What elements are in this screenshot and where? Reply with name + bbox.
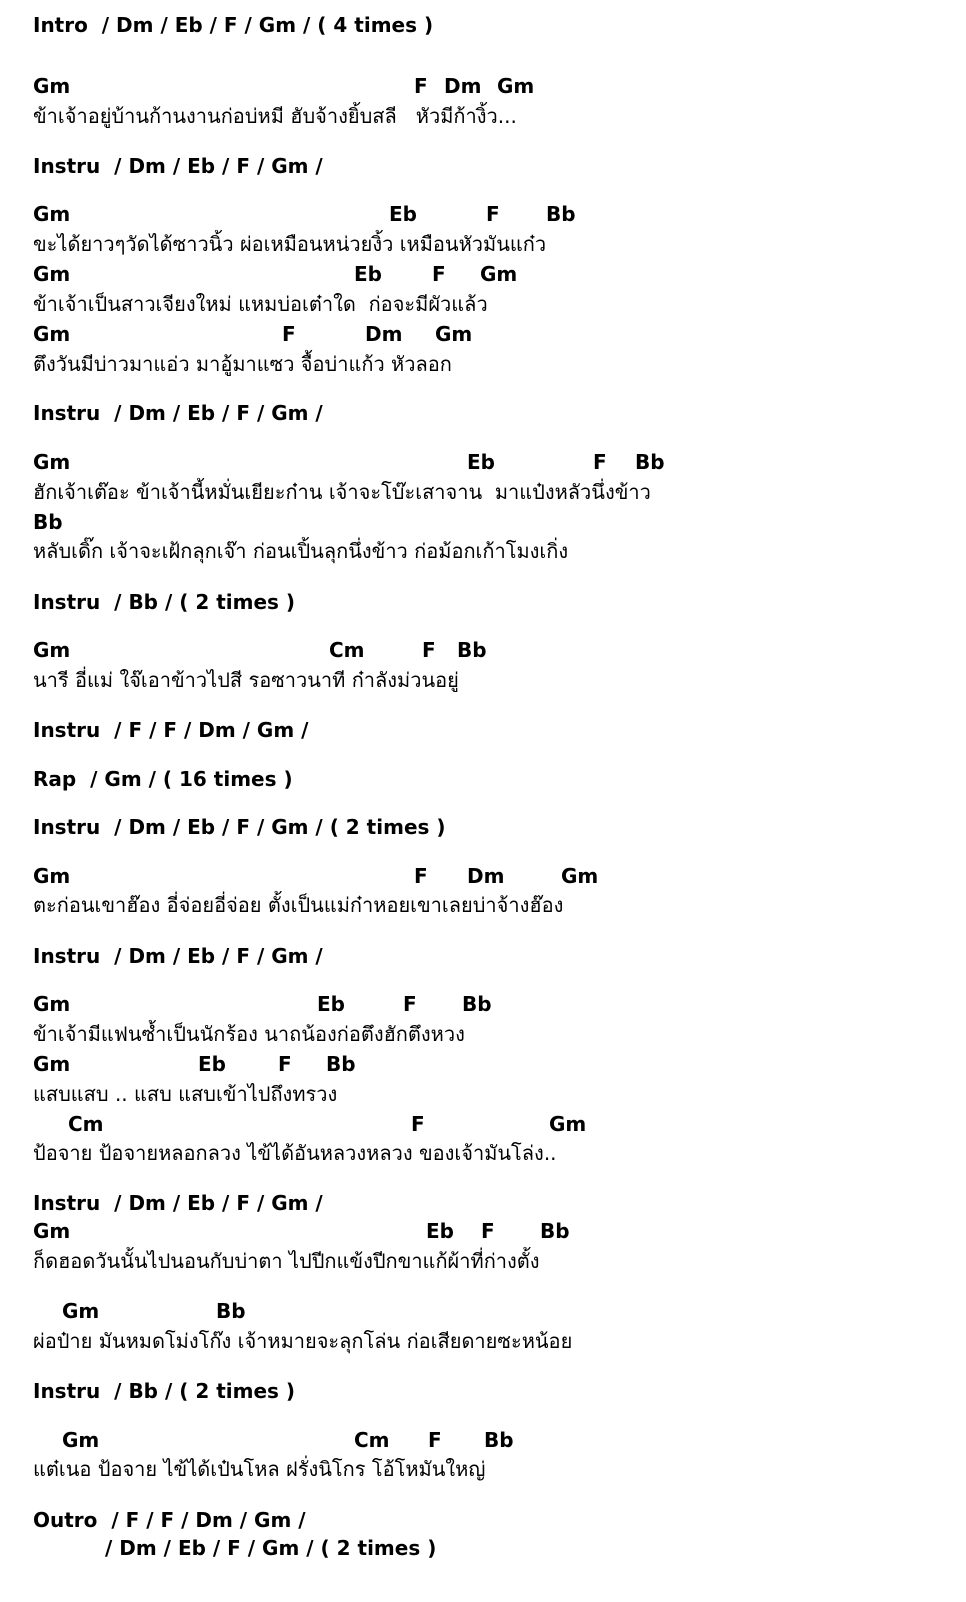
section-instru: Instru / Bb / ( 2 times ) <box>33 1379 296 1403</box>
chord: Gm <box>62 1299 100 1323</box>
chord: F <box>486 202 500 226</box>
lyric-line: ข้าเจ้าเป็นสาวเจียงใหม่ แหมบ่อเต๋าใด ก่อจะมีผัวแล้ว <box>33 292 488 316</box>
chord: Dm <box>467 864 505 888</box>
chord: Dm <box>365 322 403 346</box>
chord: Gm <box>33 1052 71 1076</box>
chord-line <box>33 1219 570 1243</box>
chord: F <box>422 638 436 662</box>
section-instru: Instru / Dm / Eb / F / Gm / <box>33 1191 323 1215</box>
chord: Gm <box>33 1219 71 1243</box>
chord: Gm <box>561 864 599 888</box>
section-instru: Instru / Dm / Eb / F / Gm / <box>33 401 323 425</box>
chord: F <box>428 1428 442 1452</box>
chord-line <box>33 512 63 532</box>
chord: F <box>414 864 428 888</box>
chord: Bb <box>546 202 576 226</box>
section-instru: Instru / Dm / Eb / F / Gm / <box>33 154 323 178</box>
chord: F <box>414 74 428 98</box>
chord: Gm <box>480 262 518 286</box>
lyric-line: ขะได้ยาวๆวัดได้ซาวนิ้ว ผ่อเหมือนหน่วยงิ้ว เหมือนหัวมันแก๋ว <box>33 232 547 256</box>
chord: Cm <box>68 1112 104 1136</box>
section-rap: Rap / Gm / ( 16 times ) <box>33 767 293 791</box>
section-instru: Instru / F / F / Dm / Gm / <box>33 718 309 742</box>
chord: F <box>282 322 296 346</box>
lyric-line: ป้อจาย ป้อจายหลอกลวง ไข้ได้อันหลวงหลวง ของเจ้ามันโล่ง.. <box>33 1141 557 1165</box>
chord: Gm <box>33 864 71 888</box>
chord: Gm <box>33 322 71 346</box>
chord: F <box>432 262 446 286</box>
chord: F <box>593 450 607 474</box>
chord: F <box>278 1052 292 1076</box>
chord: Gm <box>33 638 71 662</box>
chord: Dm <box>444 74 482 98</box>
chord: Gm <box>33 992 71 1016</box>
section-instru: Instru / Bb / ( 2 times ) <box>33 590 296 614</box>
lyric-line: ฮักเจ้าเต๊อะ ข้าเจ้านี้หมั่นเยียะก๋าน เจ้าจะโบ๊ะเสาจาน มาแป๋งหลัวนึ่งข้าว <box>33 480 651 504</box>
chord: Gm <box>62 1428 100 1452</box>
chord: Eb <box>317 992 345 1016</box>
chord: Bb <box>635 450 665 474</box>
section-instru: Instru / Dm / Eb / F / Gm / ( 2 times ) <box>33 815 446 839</box>
chord-line <box>33 322 473 346</box>
lyric-line: หลับเดิ๊ก เจ้าจะเฝ้กลุกเจ๊า ก่อนเปิ้นลุกนึ่งข้าว ก่อม้อกเก้าโมงเกิ่ง <box>33 539 569 563</box>
lyric-line: แต๋เนอ ป้อจาย ไข้ได้เป๋นโหล ฝรั่งนิโกร โอ้โหมันใหญ่ <box>33 1457 486 1481</box>
chord: Bb <box>457 638 487 662</box>
section-outro-continuation: / Dm / Eb / F / Gm / ( 2 times ) <box>105 1536 437 1560</box>
chord: Gm <box>435 322 473 346</box>
chord: Eb <box>198 1052 226 1076</box>
chord: Gm <box>33 74 71 98</box>
chord-line <box>33 202 576 226</box>
chord-line <box>33 864 599 888</box>
chord: Bb <box>540 1219 570 1243</box>
lyric-line: นารี อี่แม่ ใจ๊เอาข้าวไปสี รอซาวนาที ก๋าลังม่วนอยู่ <box>33 668 459 692</box>
chord: Gm <box>497 74 535 98</box>
chord-line <box>33 74 535 98</box>
chord: Gm <box>549 1112 587 1136</box>
chord-line <box>33 262 518 286</box>
chord: F <box>403 992 417 1016</box>
chord: Bb <box>326 1052 356 1076</box>
chord: Bb <box>462 992 492 1016</box>
chord: Bb <box>216 1299 246 1323</box>
chord: Cm <box>329 638 365 662</box>
lyric-line: ข้าเจ้าอยู่บ้านก้านงานก่อบ่หมี ฮับจ้างยิ้บสลี หัวมีก้างิ้ว... <box>33 104 517 128</box>
lyric-line: ข้าเจ้ามีแฟนซ้ำเป็นนักร้อง นาถน้องก่อตึงฮักตึงหวง <box>33 1022 465 1046</box>
chord: Eb <box>426 1219 454 1243</box>
chord: Eb <box>389 202 417 226</box>
chord-line <box>33 992 492 1016</box>
chord-line <box>33 638 487 662</box>
chord: Eb <box>354 262 382 286</box>
chord: Gm <box>33 450 71 474</box>
chord: Cm <box>354 1428 390 1452</box>
chord: F <box>411 1112 425 1136</box>
section-outro: Outro / F / F / Dm / Gm / <box>33 1508 306 1532</box>
section-intro: Intro / Dm / Eb / F / Gm / ( 4 times ) <box>33 13 434 37</box>
lyric-line: ก็ดฮอดวันนั้นไปนอนกับบ่าตา ไปปีกแข้งปีกขาแก้ผ้าที่ก่างตั้ง <box>33 1249 540 1273</box>
chord: Bb <box>33 510 63 534</box>
lyric-line: ผ่อป๋าย มันหมดโม่งโก๊ง เจ้าหมายจะลุกโล่น ก่อเสียดายซะหน้อย <box>33 1329 573 1353</box>
chord: Gm <box>33 202 71 226</box>
section-instru: Instru / Dm / Eb / F / Gm / <box>33 944 323 968</box>
chord: Bb <box>484 1428 514 1452</box>
chord-line <box>33 450 665 474</box>
lyric-line: ตึงวันมีบ่าวมาแอ่ว มาอู้มาแซว จื้อบ่าแก้ว หัวลอก <box>33 352 452 376</box>
lyric-line: แสบแสบ .. แสบ แสบเข้าไปถึงทรวง <box>33 1082 338 1106</box>
chord: Gm <box>33 262 71 286</box>
chord: Eb <box>467 450 495 474</box>
chord-line <box>33 1052 356 1076</box>
chord: F <box>481 1219 495 1243</box>
lyric-line: ตะก่อนเขาฮ๊อง อี่จ่อยอี่จ่อย ตั้งเป็นแม่ก๋าหอยเขาเลยบ่าจ้างฮ๊อง <box>33 893 564 917</box>
